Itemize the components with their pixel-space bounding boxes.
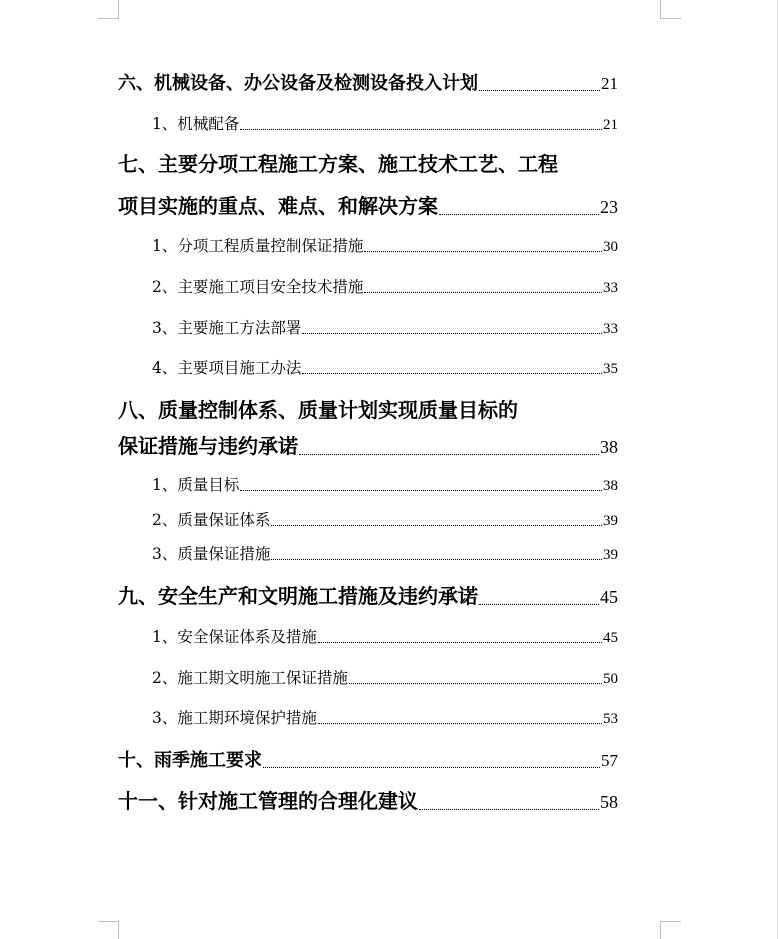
toc-page-number: 33: [603, 280, 618, 296]
toc-page-number: 38: [600, 437, 618, 457]
toc-page-number: 50: [603, 671, 618, 687]
corner-mark-bottom-right: [660, 921, 681, 939]
dot-leader: [240, 128, 602, 130]
toc-entry-section-9-2[interactable]: [152, 666, 618, 688]
toc-entry-section-9[interactable]: [118, 580, 618, 609]
toc-entry-title: 1、分项工程质量控制保证措施: [152, 237, 364, 255]
toc-entry-title: 十、雨季施工要求: [118, 750, 262, 771]
corner-mark-bottom-left: [98, 921, 119, 939]
toc-page-number: 53: [603, 711, 618, 727]
toc-entry-section-8-1[interactable]: [152, 473, 618, 495]
toc-entry-section-7[interactable]: [118, 190, 618, 219]
dot-leader: [349, 682, 602, 684]
toc-page-number: 39: [603, 547, 618, 563]
toc-page-number: 58: [600, 792, 618, 812]
toc-entry-section-7-line1[interactable]: 七、主要分项工程施工方案、施工技术工艺、工程: [118, 152, 558, 176]
corner-mark-top-left: [98, 0, 119, 19]
dot-leader: [364, 250, 602, 252]
toc-entry-title: 1、机械配备: [152, 115, 240, 133]
toc-page-number: 21: [603, 117, 618, 133]
dot-leader: [299, 453, 599, 455]
toc-page-number: 38: [603, 478, 618, 494]
toc-entry-title: 2、施工期文明施工保证措施: [152, 669, 348, 687]
toc-entry-section-8[interactable]: [118, 430, 618, 459]
dot-leader: [318, 641, 602, 643]
toc-entry-section-10[interactable]: [118, 746, 618, 772]
toc-entry-title: 1、安全保证体系及措施: [152, 628, 317, 646]
toc-entry-title: 1、质量目标: [152, 476, 240, 494]
toc-entry-title: 项目实施的重点、难点、和解决方案: [118, 194, 438, 218]
toc-entry-section-11[interactable]: [118, 785, 618, 814]
toc-entry-section-7-1[interactable]: [152, 234, 618, 256]
toc-entry-section-8-3[interactable]: [152, 542, 618, 564]
toc-entry-title: 六、机械设备、办公设备及检测设备投入计划: [118, 73, 478, 94]
toc-entry-title: 2、质量保证体系: [152, 511, 271, 529]
dot-leader: [271, 558, 602, 560]
toc-entry-title: 2、主要施工项目安全技术措施: [152, 278, 364, 296]
toc-entry-title: 十一、针对施工管理的合理化建议: [118, 789, 418, 813]
dot-leader: [271, 524, 602, 526]
dot-leader: [240, 489, 602, 491]
toc-entry-title: 3、施工期环境保护措施: [152, 709, 317, 727]
dot-leader: [263, 766, 600, 768]
toc-entry-title: 3、主要施工方法部署: [152, 319, 302, 337]
toc-page-number: 35: [603, 361, 618, 377]
toc-entry-section-7-4[interactable]: [152, 356, 618, 378]
toc-entry-section-7-2[interactable]: [152, 275, 618, 297]
toc-entry-section-7-3[interactable]: [152, 316, 618, 338]
toc-page-number: 45: [603, 630, 618, 646]
dot-leader: [364, 291, 602, 293]
toc-page-number: 23: [600, 197, 618, 217]
toc-entry-section-6[interactable]: [118, 69, 618, 95]
toc-page-number: 21: [601, 74, 618, 93]
dot-leader: [419, 808, 599, 810]
toc-entry-title: 九、安全生产和文明施工措施及违约承诺: [118, 584, 478, 608]
toc-entry-section-8-2[interactable]: [152, 508, 618, 530]
dot-leader: [439, 213, 599, 215]
toc-page-number: 33: [603, 321, 618, 337]
corner-mark-top-right: [660, 0, 681, 19]
toc-page-number: 57: [601, 751, 618, 770]
dot-leader: [318, 722, 602, 724]
dot-leader: [479, 89, 600, 91]
toc-page-number: 39: [603, 513, 618, 529]
toc-entry-section-9-3[interactable]: [152, 706, 618, 728]
dot-leader: [302, 332, 602, 334]
toc-page-number: 30: [603, 239, 618, 255]
dot-leader: [479, 603, 599, 605]
toc-page-number: 45: [600, 587, 618, 607]
toc-entry-section-6-1[interactable]: [152, 112, 618, 134]
toc-entry-section-9-1[interactable]: [152, 625, 618, 647]
dot-leader: [302, 372, 602, 374]
toc-entry-title: 保证措施与违约承诺: [118, 434, 298, 458]
toc-entry-title: 3、质量保证措施: [152, 545, 271, 563]
toc-entry-section-8-line1[interactable]: 八、质量控制体系、质量计划实现质量目标的: [118, 398, 518, 422]
toc-entry-title: 4、主要项目施工办法: [152, 359, 302, 377]
